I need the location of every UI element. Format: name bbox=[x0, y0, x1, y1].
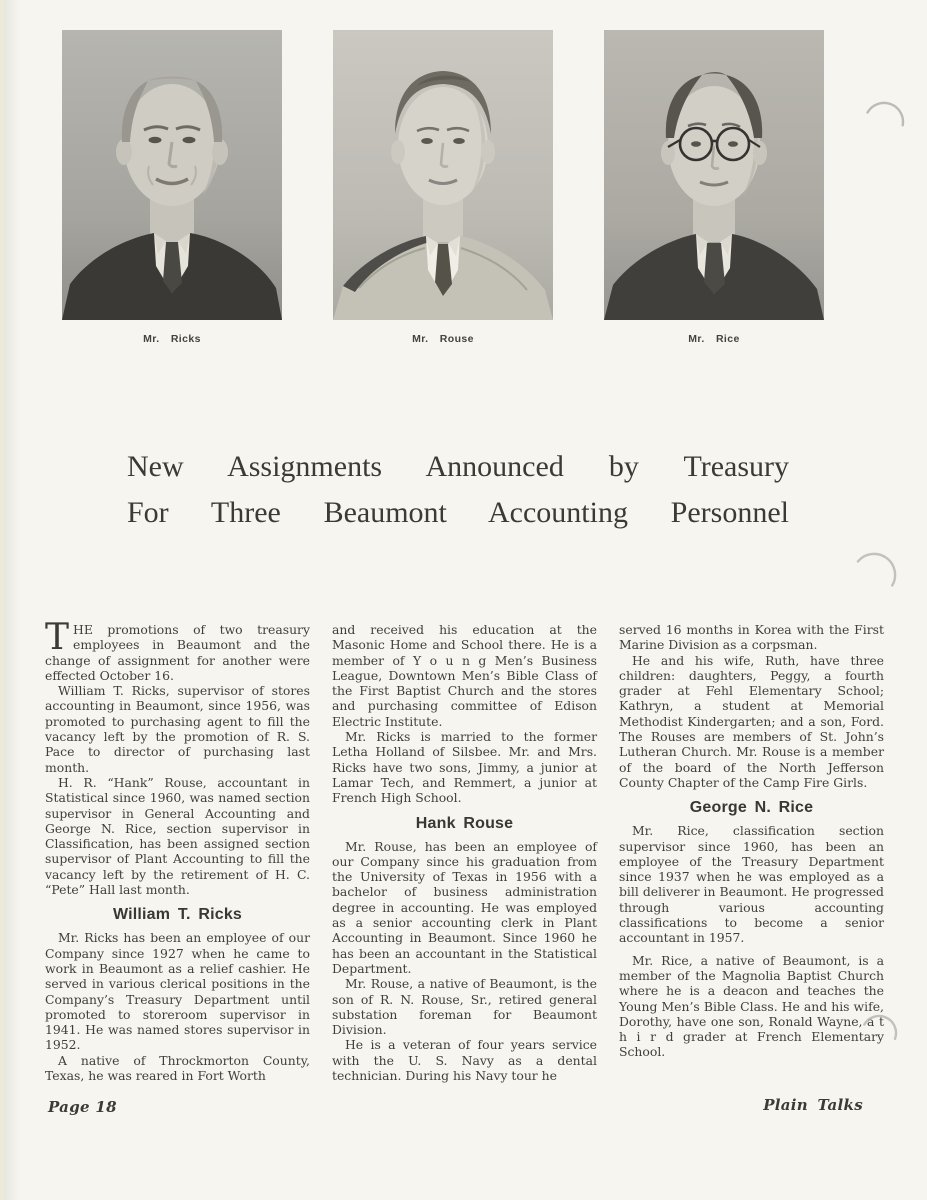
portrait-ricks-photo bbox=[62, 30, 282, 320]
paragraph: Mr. Rice, classification section supervisor since 1960, has been an employee of the Treasury Department since 1937 when he was employed as a bill deliverer in Beaumont. He progressed through various accounting classifications to become a senior accountant in 1957. bbox=[619, 823, 884, 946]
paragraph: and received his education at the Masonic Home and School there. He is a member of Y o u n g Men’s Business League, Downtown Men’s Bible Class of the First Baptist Church and the stores and purchasing committee of Edison Electric Institute. bbox=[332, 622, 597, 729]
drop-cap: T bbox=[45, 617, 70, 658]
paragraph: He is a veteran of four years service with the U. S. Navy as a dental technician. During his Navy tour he bbox=[332, 1037, 597, 1084]
headline-line-1: New Assignments Announced by Treasury bbox=[127, 450, 789, 483]
publication-name: Plain Talks bbox=[763, 1096, 863, 1114]
photo-caption-rouse: Mr. Rouse bbox=[412, 333, 474, 345]
photo-row bbox=[62, 30, 824, 345]
page-number: Page 18 bbox=[48, 1098, 117, 1116]
paragraph: Mr. Rouse, has been an employee of our Company since his graduation from the University of Texas in 1956 with a bachelor of business administration degree in accounting. He was employed as a senior accounting clerk in Plant Accounting in Beaumont. Since 1960 he has been an accountant in the Statistical Department. bbox=[332, 838, 597, 976]
paragraph: He and his wife, Ruth, have three children: daughters, Peggy, a fourth grader at Fehl Elementary School; Kathryn, a student at Memorial Methodist Kindergarten; and a son, Ford. The Rouses are members of St. John’s Lutheran Church. Mr. Rouse is a member of the board of the North Jefferson County Chapter of the Camp Fire Girls. bbox=[619, 652, 884, 790]
paragraph: Mr. Rouse, a native of Beaumont, is the son of R. N. Rouse, Sr., retired general substation foreman for Beaumont Division. bbox=[332, 976, 597, 1038]
column-3 bbox=[619, 622, 884, 1083]
figure-ricks bbox=[62, 30, 282, 345]
paragraph: Mr. Ricks is married to the former Letha Holland of Silsbee. Mr. and Mrs. Ricks have two sons, Jimmy, a junior at Lamar Tech, and Remmert, a junior at French High School. bbox=[332, 729, 597, 806]
paragraph: Mr. Rice, a native of Beaumont, is a member of the Magnolia Baptist Church where he is a deacon and teaches the Young Men’s Bible Class. He and his wife, Dorothy, have one son, Ronald Wayne, a t h i r d grader at French Elementary School. bbox=[619, 952, 884, 1060]
paragraph: William T. Ricks, supervisor of stores accounting in Beaumont, since 1956, was promoted to purchasing agent to fill the vacancy left by the promotion of R. S. Pace to director of purchasing last month. bbox=[45, 683, 310, 775]
photo-caption-ricks: Mr. Ricks bbox=[143, 333, 201, 345]
figure-rice bbox=[604, 30, 824, 345]
subhead-hank-rouse: Hank Rouse bbox=[415, 814, 514, 832]
paragraph: H. R. “Hank” Rouse, accountant in Statistical since 1960, was named section supervisor in General Accounting and George N. Rice, section supervisor in Classification, has been assigned section supervisor of Plant Accounting to fill the vacancy left by the retirement of H. C. “Pete” Hall last month. bbox=[45, 774, 310, 898]
headline-line-2: For Three Beaumont Accounting Personnel bbox=[127, 496, 789, 529]
figure-rouse bbox=[333, 30, 553, 345]
paragraph-text: HE promotions of two treasury employees in Beaumont and the change of assignment for another were effected October 16. bbox=[45, 622, 310, 683]
scan-shadow bbox=[4, 0, 20, 1200]
column-2 bbox=[332, 622, 597, 1083]
paragraph bbox=[45, 617, 310, 683]
paragraph: A native of Throckmorton County, Texas, he was reared in Fort Worth bbox=[45, 1052, 310, 1084]
column-1 bbox=[45, 617, 310, 1084]
portrait-rice-photo bbox=[604, 30, 824, 320]
paragraph: Mr. Ricks has been an employee of our Company since 1927 when he came to work in Beaumont as a relief cashier. He served in various clerical positions in the Company’s Treasury Department until promoted to storeroom supervisor in 1941. He was named stores supervisor in 1952. bbox=[45, 930, 310, 1053]
paragraph: served 16 months in Korea with the First Marine Division as a corpsman. bbox=[619, 622, 884, 653]
portrait-rouse-photo bbox=[333, 30, 553, 320]
subhead-william-t-ricks: William T. Ricks bbox=[112, 906, 243, 924]
subhead-george-n-rice: George N. Rice bbox=[689, 799, 814, 817]
article-body bbox=[45, 617, 885, 1084]
photo-caption-rice: Mr. Rice bbox=[688, 333, 740, 345]
article-headline bbox=[127, 444, 789, 536]
